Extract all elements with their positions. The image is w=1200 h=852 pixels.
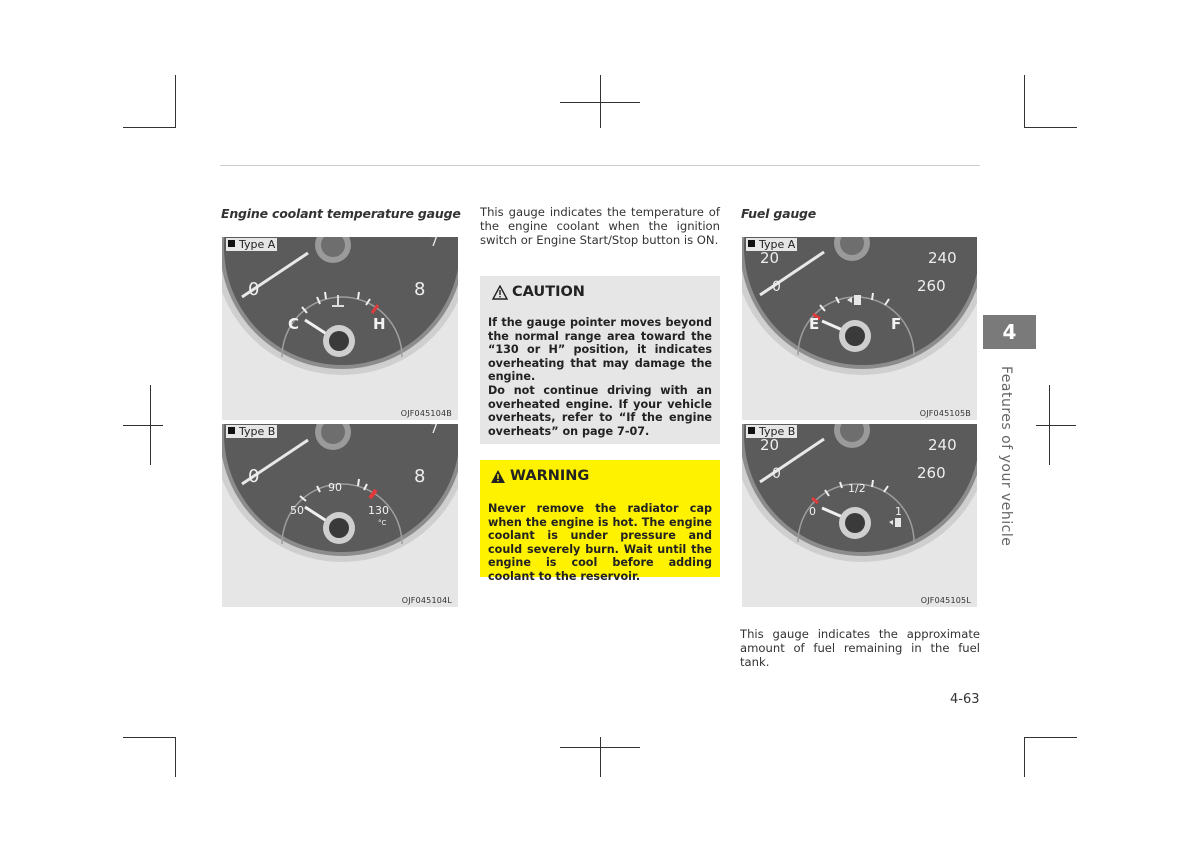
speedo-tick-right: 8 [414, 279, 426, 300]
speedo-tick-top: 7 [430, 424, 439, 437]
crop-mark [123, 127, 176, 128]
caution-paragraph: If the gauge pointer moves beyond the normal range area toward the “130 or H” position, it indicates overheating that may damage the engine. [488, 316, 712, 384]
fuel-description-text: This gauge indicates the approximate amount of fuel remaining in the fuel tank. [740, 627, 980, 669]
speedo-tick-left: 0 [248, 279, 260, 300]
warning-title: WARNING [510, 468, 590, 484]
fuel-half-marker: 1/2 [848, 482, 866, 495]
caution-box [480, 276, 720, 444]
crop-mark [560, 747, 640, 748]
coolant-gauge-type-a-illustration [222, 237, 458, 420]
warning-heading [490, 468, 589, 484]
crop-mark [1024, 127, 1077, 128]
type-b-label: Type B [226, 425, 277, 438]
coolant-unit: °C [378, 519, 387, 527]
coolant-gauge-type-b-figure [222, 424, 458, 607]
caution-text [488, 316, 712, 438]
figure-code: OJF045105B [919, 409, 971, 418]
coolant-low-marker: 50 [290, 504, 304, 517]
coolant-mid-marker: 90 [328, 481, 342, 494]
caution-title: CAUTION [512, 284, 585, 300]
speedo-label-240: 240 [928, 436, 957, 454]
caution-heading [492, 284, 585, 300]
fuel-full-marker: 1 [895, 505, 902, 518]
type-b-label: Type B [746, 425, 797, 438]
type-a-label: Type A [746, 238, 797, 251]
crop-mark [560, 102, 640, 103]
speedo-label-20: 20 [760, 436, 780, 454]
type-a-label: Type A [226, 238, 277, 251]
fuel-gauge-title: Fuel gauge [741, 206, 817, 221]
crop-mark [175, 75, 176, 128]
crop-mark [1024, 737, 1077, 738]
crop-mark [1036, 425, 1076, 426]
crop-mark [123, 425, 163, 426]
fuel-empty-marker: E [809, 315, 820, 333]
figure-code: OJF045104L [401, 596, 452, 605]
speedo-label-0: 0 [772, 279, 781, 295]
coolant-high-marker: H [373, 315, 386, 333]
crop-mark [123, 737, 176, 738]
caution-triangle-icon [492, 285, 508, 300]
chapter-side-label [998, 366, 1020, 547]
warning-box [480, 460, 720, 583]
fuel-description [740, 627, 980, 669]
page-number: 4-63 [950, 692, 980, 707]
speedo-label-20: 20 [760, 249, 780, 267]
speedo-label-260: 260 [917, 464, 946, 482]
warning-paragraph: Never remove the radiator cap when the engine is hot. The engine coolant is under pressure and could severely burn. Wait until the engine is cool before adding coolant to the reservoir. [488, 502, 712, 583]
fuel-gauge-type-b-figure [742, 424, 977, 607]
coolant-description-text: This gauge indicates the temperature of the engine coolant when the ignition switch or Engine Start/Stop button is ON. [480, 205, 720, 247]
chapter-title: Features of your vehicle [998, 366, 1014, 547]
coolant-description [480, 205, 720, 247]
speedo-tick-top: 7 [430, 237, 439, 250]
speedo-label-260: 260 [917, 277, 946, 295]
warning-triangle-icon [490, 469, 506, 484]
speedo-label-0: 0 [772, 466, 781, 482]
coolant-gauge-type-a-figure [222, 237, 458, 420]
speedo-tick-right: 8 [414, 466, 426, 487]
speedo-tick-left: 0 [248, 466, 260, 487]
crop-mark [600, 737, 601, 777]
warning-text [488, 502, 712, 584]
crop-mark [175, 737, 176, 777]
coolant-low-marker: C [288, 315, 300, 333]
fuel-gauge-type-a-figure [742, 237, 977, 420]
fuel-full-marker: F [891, 315, 902, 333]
fuel-empty-marker: 0 [809, 505, 816, 518]
chapter-tab: 4 [983, 315, 1036, 349]
header-rule [220, 165, 980, 166]
crop-mark [1024, 737, 1025, 777]
figure-code: OJF045104B [400, 409, 452, 418]
coolant-gauge-title: Engine coolant temperature gauge [221, 206, 461, 221]
caution-paragraph: Do not continue driving with an overheated engine. If your vehicle overheats, refer to “If the engine overheats” on page 7-07. [488, 383, 712, 438]
speedo-label-240: 240 [928, 249, 957, 267]
coolant-gauge-type-b-illustration [222, 424, 458, 607]
figure-code: OJF045105L [920, 596, 971, 605]
coolant-high-marker: 130 [368, 504, 389, 517]
crop-mark [1024, 75, 1025, 128]
